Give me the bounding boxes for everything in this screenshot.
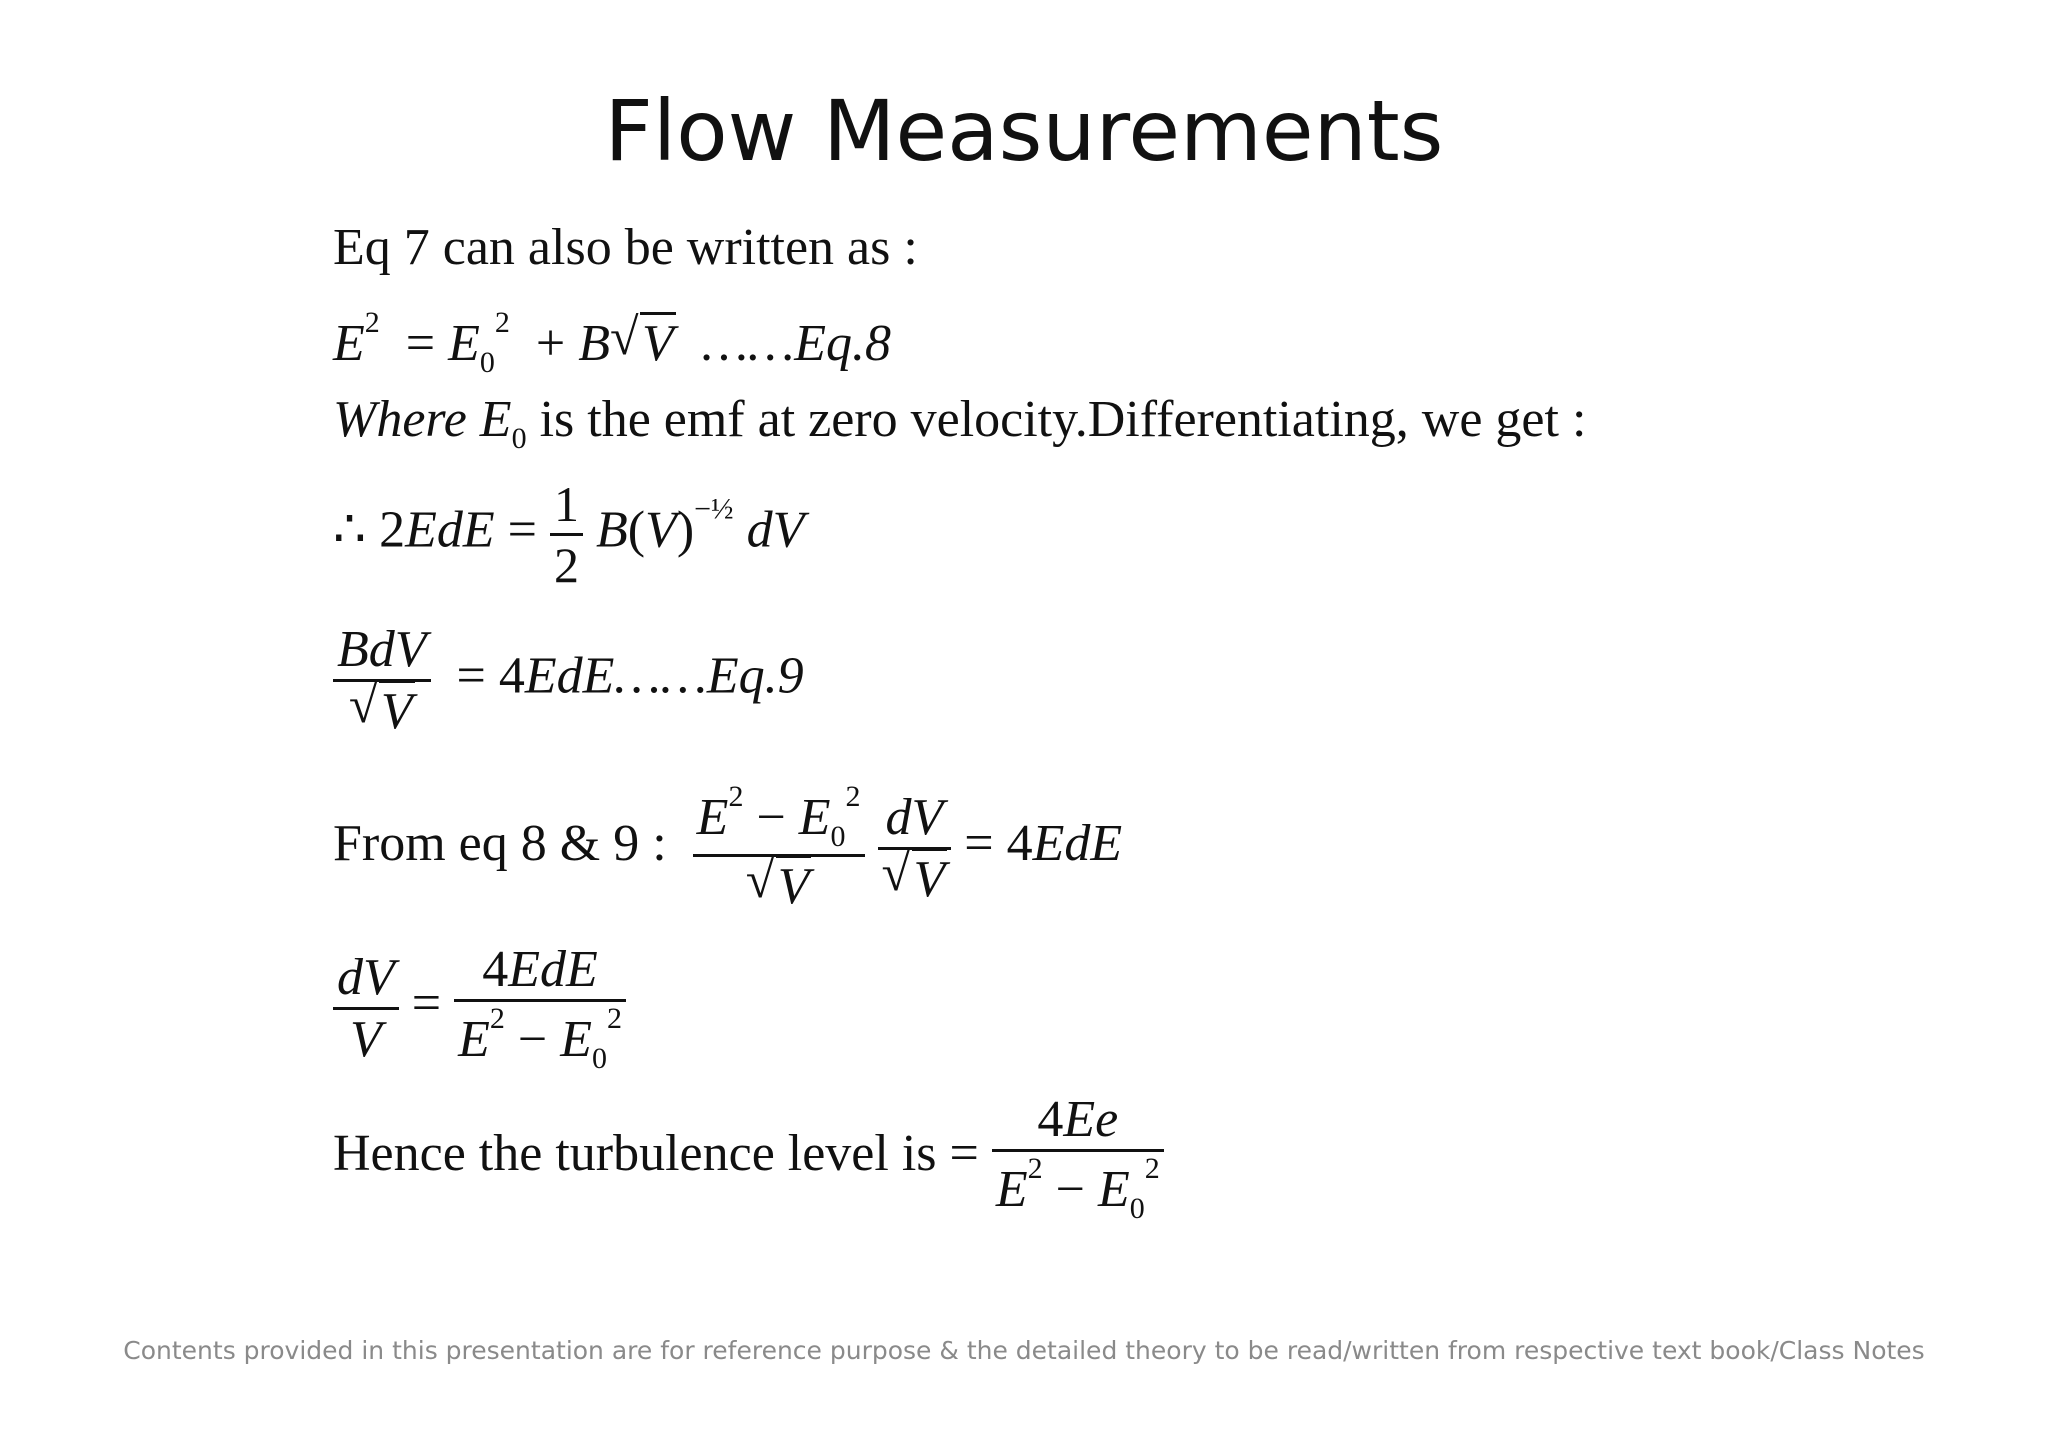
page-title: Flow Measurements <box>604 82 1444 180</box>
footer-note: Contents provided in this presentation are for reference purpose & the detailed theory to be read/written from respective text book/Class Notes <box>123 1336 1925 1365</box>
eq9-label: ……Eq.9 <box>614 647 804 705</box>
hence-label: Hence the turbulence level is = <box>333 1124 979 1182</box>
eq8-label: ……Eq.8 <box>701 315 891 372</box>
from-label: From eq 8 & 9 : <box>333 814 667 872</box>
intro-line: Eq 7 can also be written as : <box>333 219 918 276</box>
where-line: Where $E_0$ is the emf at zero velocity.Differentiating, we get : <box>333 391 1587 455</box>
combined-equation: From eq 8 & 9 : $E^2 - E_0^2$ √ V dV √ V = 4EdE <box>333 780 1122 916</box>
turbulence-level-equation: Hence the turbulence level is = $\frac{4Ee}{E^2 - E_0^2}$ <box>333 1090 1164 1226</box>
where-word: Where <box>333 391 467 448</box>
equation-9: BdV √ V = 4EdE……Eq.9 <box>333 620 804 741</box>
where-rest: is the emf at zero velocity.Differentiating, we get : <box>539 391 1587 448</box>
differentiation-equation: ∴ 2EdE = $\frac{1}{2}$ $B(V)^{-\frac{1}{2}}$ dV <box>333 476 805 593</box>
ratio-equation: $\frac{dV}{V}$ = $\frac{\text{4EdE}}{E^2 - E_0^2}$ <box>333 940 626 1076</box>
equation-8: $E^2 = E_0^2 + B√$ V ……Eq.8 <box>333 306 891 380</box>
